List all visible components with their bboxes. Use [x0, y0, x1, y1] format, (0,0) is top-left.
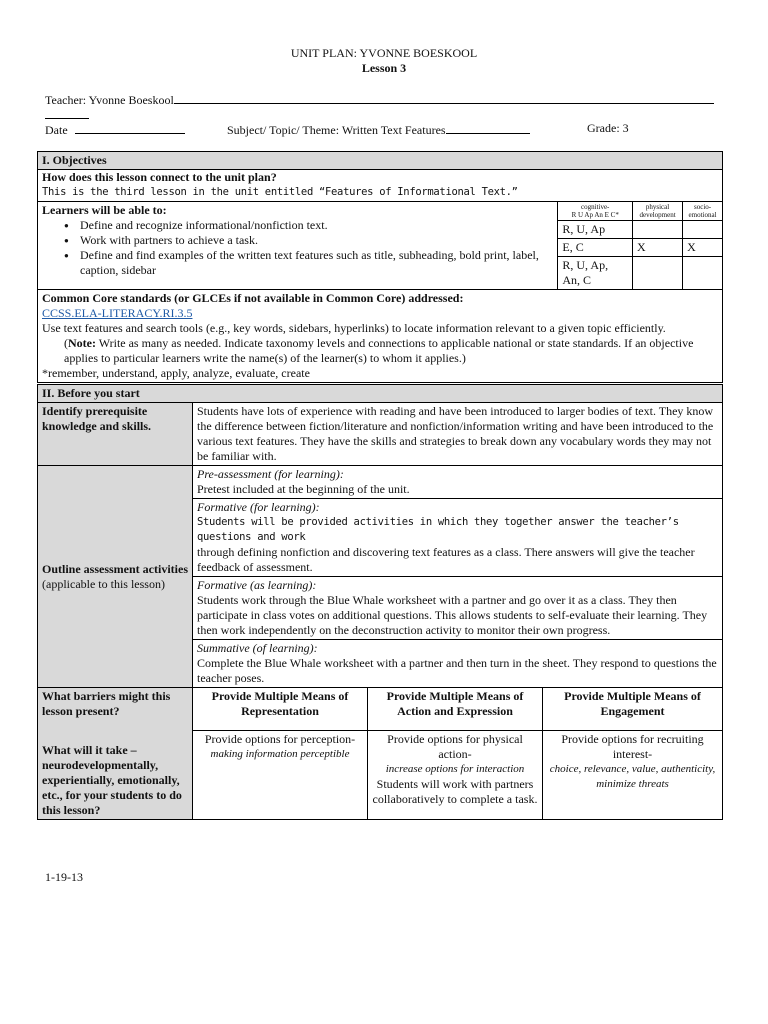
before-heading: II. Before you start	[38, 385, 723, 403]
obj3-physical	[633, 257, 683, 290]
standard-text: Use text features and search tools (e.g., key words, sidebars, hyperlinks) to locate information relevant to a given topic efficiently.	[42, 321, 666, 335]
teacher-row	[45, 91, 725, 108]
pre-assessment-cell	[193, 466, 723, 499]
learners-label: Learners will be able to:	[42, 203, 167, 217]
subject-row	[227, 121, 530, 138]
formative-for-text-a: Students will be provided activities in which they together answer the teacher’s questions and work	[197, 516, 679, 543]
objectives-table	[37, 151, 723, 383]
col-cognitive-header	[558, 202, 633, 221]
obj2-cognitive: E, C	[558, 239, 633, 257]
formative-for-label: Formative (for learning):	[197, 500, 320, 514]
date-row	[45, 121, 185, 138]
udl-engagement-detail: choice, relevance, value, authenticity, minimize threats	[549, 763, 716, 790]
obj1-physical	[633, 221, 683, 239]
subject-underline	[446, 121, 530, 134]
lesson-number: Lesson 3	[361, 61, 407, 75]
formative-as-label: Formative (as learning):	[197, 578, 317, 592]
date-label: Date	[45, 123, 68, 137]
barriers-label-cell	[38, 688, 193, 820]
obj3-socio	[683, 257, 723, 290]
document-header	[0, 46, 768, 76]
obj3-cognitive: R, U, Ap, An, C	[558, 257, 633, 290]
pre-assessment-text: Pretest included at the beginning of the unit.	[197, 482, 410, 496]
summative-cell	[193, 640, 723, 688]
formative-as-text: Students work through the Blue Whale worksheet with a partner and go over it as a class. They then participate in class votes on additional questions. This allows students to self-evaluate their learning. They then work independently on the deconstruction activity to monitor their own progress.	[197, 593, 708, 637]
assessment-sublabel: (applicable to this lesson)	[42, 576, 165, 591]
col-cognitive-sub: R U Ap An E C*	[571, 211, 619, 219]
objectives-heading: I. Objectives	[38, 152, 723, 170]
footer-date: 1-19-13	[45, 870, 83, 884]
date-top-underline	[45, 104, 89, 119]
pre-assessment-label: Pre-assessment (for learning):	[197, 467, 344, 481]
obj1-cognitive: R, U, Ap	[558, 221, 633, 239]
standards-cell	[38, 290, 723, 383]
date-underline	[75, 121, 185, 134]
col-physical-header: physical development	[633, 202, 683, 221]
note-body: Write as many as needed. Indicate taxonomy levels and connections to applicable national or state standards. If an objective applies to particular learners write the name(s) of the learner(s) to whom it applies.)	[64, 336, 694, 365]
udl-representation-header: Provide Multiple Means of Representation	[193, 688, 368, 731]
formative-for-text-b: through defining nonfiction and discovering text features as a class. There answers will give the teacher feedback of assessment.	[197, 545, 695, 574]
objective-item: ● Work with partners to achieve a task.	[64, 233, 553, 248]
udl-engagement-text: Provide options for recruiting interest-	[561, 732, 704, 761]
assessment-label: Outline assessment activities	[42, 561, 188, 576]
objectives-list	[42, 218, 553, 278]
taxonomy-footnote: *remember, understand, apply, analyze, evaluate, create	[42, 366, 310, 380]
objective-item: ● Define and find examples of the written text features such as title, subheading, bold print, label, caption, sidebar	[64, 248, 553, 278]
formative-for-cell	[193, 499, 723, 577]
summative-text: Complete the Blue Whale worksheet with a partner and then turn in the sheet. They respond to questions the teacher poses.	[197, 656, 717, 685]
obj2-physical: X	[633, 239, 683, 257]
learners-cell	[38, 202, 558, 290]
obj2-socio: X	[683, 239, 723, 257]
grade-label: Grade: 3	[587, 121, 629, 135]
obj1-socio	[683, 221, 723, 239]
udl-action-header: Provide Multiple Means of Action and Expression	[368, 688, 543, 731]
page-title: UNIT PLAN: YVONNE BOESKOOL	[290, 46, 478, 60]
col-cognitive-label: cognitive-	[581, 203, 610, 211]
udl-action-cell	[368, 731, 543, 820]
udl-representation-cell	[193, 731, 368, 820]
udl-action-detail: increase options for interaction	[385, 763, 525, 775]
standards-label: Common Core standards (or GLCEs if not available in Common Core) addressed:	[42, 291, 464, 305]
teacher-underline	[174, 91, 714, 104]
prereq-label: Identify prerequisite knowledge and skills.	[38, 403, 193, 466]
note-text	[42, 336, 718, 366]
formative-as-cell	[193, 577, 723, 640]
summative-label: Summative (of learning):	[197, 641, 318, 655]
udl-engagement-header: Provide Multiple Means of Engagement	[543, 688, 723, 731]
what-it-takes-label: What will it take – neurodevelopmentally, experientially, emotionally, etc., for your students to do this lesson?	[42, 743, 182, 817]
note-open-paren: (	[64, 336, 68, 350]
subject-label: Subject/ Topic/ Theme: Written Text Features	[227, 123, 446, 137]
unit-connection-answer: This is the third lesson in the unit entitled “Features of Informational Text.”	[42, 186, 518, 198]
teacher-label: Teacher: Yvonne Boeskool	[45, 93, 174, 107]
udl-representation-text: Provide options for perception-	[204, 732, 356, 746]
unit-connection-question: How does this lesson connect to the unit plan?	[42, 170, 277, 184]
note-label: Note:	[68, 336, 96, 350]
udl-action-text: Provide options for physical action-	[387, 732, 523, 761]
objective-item: ● Define and recognize informational/nonfiction text.	[64, 218, 553, 233]
before-you-start-table	[37, 384, 723, 820]
prereq-text: Students have lots of experience with reading and have been introduced to larger bodies of text. They know the difference between fiction/literature and nonfiction/information writing and have been introduced to the various text features. They have the skills and strategies to break down any vocabulary words they may not be familiar with.	[193, 403, 723, 466]
col-socio-header: socio-emotional	[683, 202, 723, 221]
udl-action-note: Students will work with partners collaboratively to complete a task.	[372, 777, 538, 806]
udl-representation-detail: making information perceptible	[210, 748, 350, 760]
assessment-label-cell	[38, 466, 193, 688]
standard-link[interactable]: CCSS.ELA-LITERACY.RI.3.5	[42, 306, 193, 320]
udl-engagement-cell	[543, 731, 723, 820]
unit-connection-cell	[38, 170, 723, 202]
barriers-label: What barriers might this lesson present?	[42, 689, 171, 718]
